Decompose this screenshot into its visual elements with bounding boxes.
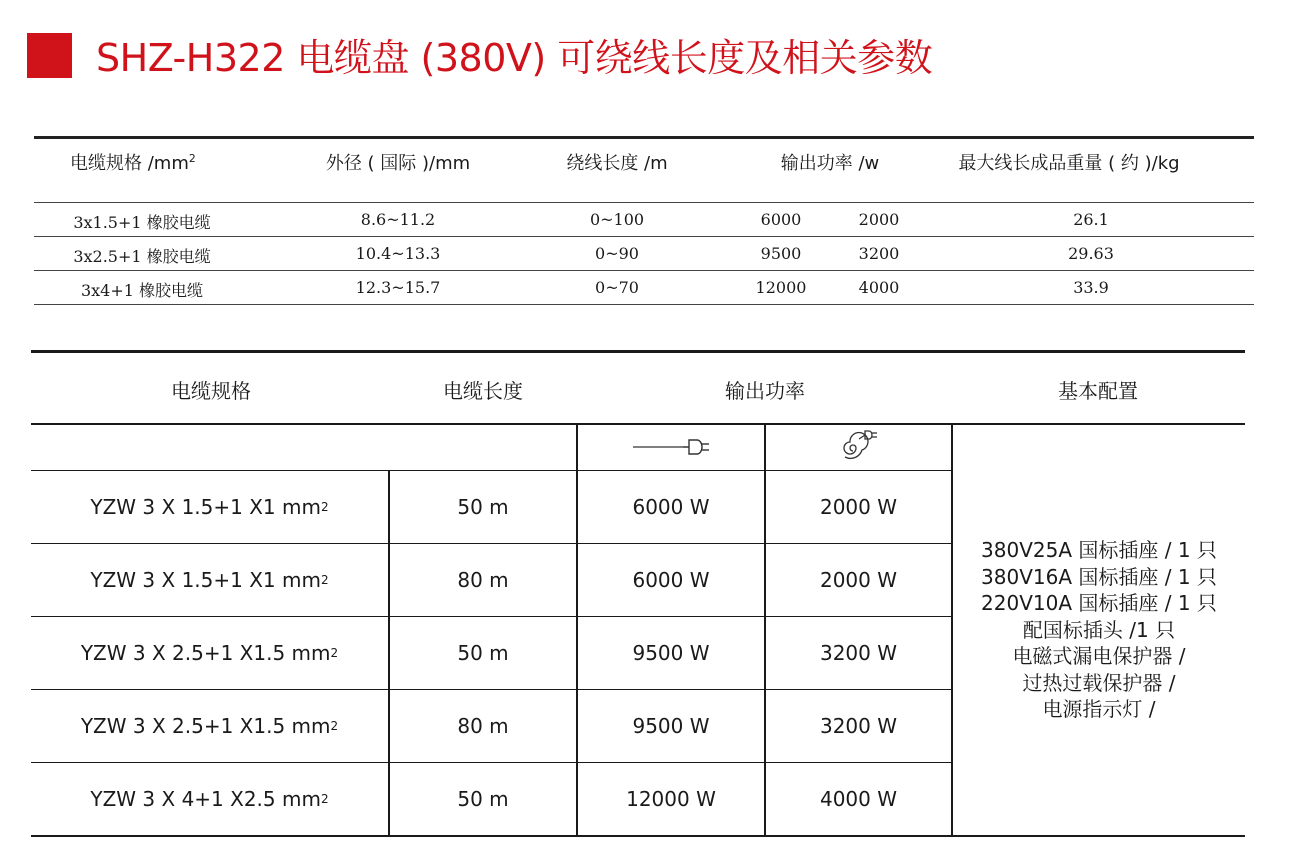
table-row-length: 50 m: [457, 495, 509, 519]
table-row-length: 80 m: [457, 714, 509, 738]
table-header-row: [34, 139, 1254, 203]
header-weight: 最大线长成品重量 ( 约 )/kg: [958, 153, 1180, 174]
table-row-power: 3200 W: [819, 641, 898, 665]
table-row-length: 80 m: [457, 568, 509, 592]
config-item: 电源指示灯 /: [1042, 697, 1156, 722]
table-row-power: 9500 W: [632, 714, 710, 738]
table-row-length: 50 m: [457, 641, 509, 665]
config-table-header: [31, 353, 1245, 425]
table-row-power: 2000 W: [819, 568, 898, 592]
table-row-spec: YZW 3 X 1.5+1 X1 mm 2: [90, 495, 329, 519]
coiled-cable-plug-icon: [766, 423, 951, 470]
table-row-spec: YZW 3 X 2.5+1 X1.5 mm 2: [80, 641, 339, 665]
config-table: [31, 423, 1245, 837]
table-row-power: 4000 W: [819, 787, 898, 811]
header-spec: 电缆规格 $/mm^2$: [70, 152, 196, 174]
basic-config-list: [953, 423, 1245, 837]
table-row-power: 2000 W: [819, 495, 898, 519]
header-power: 输出功率: [725, 379, 805, 403]
table-row-power: 6000 W: [632, 568, 710, 592]
table-row-power: 6000 W: [632, 495, 710, 519]
table-row-power: 3200 W: [819, 714, 898, 738]
header-length: 绕线长度 /m: [566, 153, 668, 174]
table-row-power: 9500 W: [632, 641, 710, 665]
table-row-spec: YZW 3 X 2.5+1 X1.5 mm 2: [80, 714, 339, 738]
config-item: 配国标插头 /1 只: [1022, 617, 1176, 642]
table-row-spec: YZW 3 X 1.5+1 X1 mm 2: [90, 568, 329, 592]
table-row-spec: YZW 3 X 4+1 X2.5 mm 2: [90, 787, 329, 811]
header-power: 输出功率 /w: [780, 153, 880, 174]
table-row: 3x2.5+1 橡胶电缆 10.4~13.3 0~90 9500 3200 29.63: [34, 237, 1254, 271]
header-spec: 电缆规格: [171, 379, 251, 403]
table-row: 3x1.5+1 橡胶电缆 8.6~11.2 0~100 6000 2000 26.1: [34, 203, 1254, 237]
length-params-table: [34, 136, 1254, 305]
table-row-power: 12000 W: [626, 787, 716, 811]
page-title: SHZ-H322 电缆盘 (380V) 可绕线长度及相关参数: [96, 36, 933, 80]
title-marker: [27, 33, 72, 78]
config-item: 过热过载保护器 /: [1022, 670, 1176, 695]
straight-cable-plug-icon: [578, 423, 764, 470]
header-length: 电缆长度: [443, 379, 523, 403]
table-row: 3x4+1 橡胶电缆 12.3~15.7 0~70 12000 4000 33.9: [34, 271, 1254, 305]
header-config: 基本配置: [1058, 379, 1138, 403]
config-item: 220V10A 国标插座 / 1 只: [981, 591, 1217, 616]
table-row-length: 50 m: [457, 787, 509, 811]
config-item: 380V16A 国标插座 / 1 只: [981, 564, 1217, 589]
config-item: 电磁式漏电保护器 /: [1012, 644, 1186, 669]
config-item: 380V25A 国标插座 / 1 只: [981, 538, 1217, 563]
header-diameter: 外径 ( 国际 )/mm: [325, 153, 471, 174]
